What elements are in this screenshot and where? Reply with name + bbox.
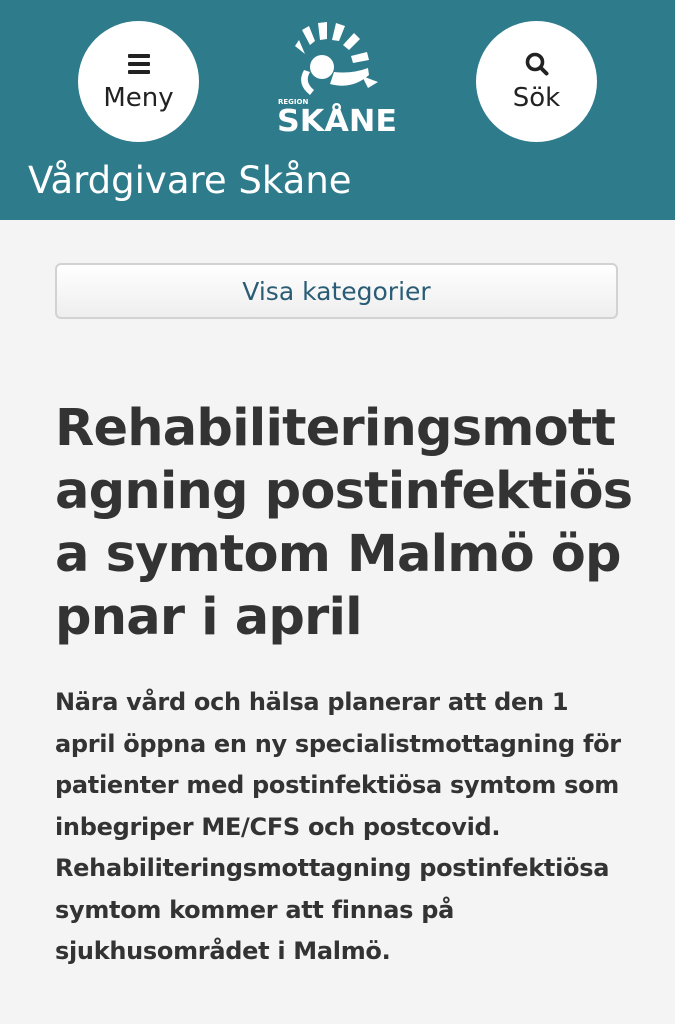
menu-button[interactable] [78, 21, 199, 142]
article-title: Rehabiliteringsmottagning postinfektiösa symtom Malmö öppnar i april [55, 399, 633, 647]
hamburger-icon [124, 51, 154, 77]
show-categories-button[interactable]: Visa kategorier [55, 263, 618, 319]
search-button-label: Sök [512, 82, 561, 113]
search-button[interactable] [476, 21, 597, 142]
site-title[interactable]: Vårdgivare Skåne [28, 159, 352, 202]
griffin-emblem [295, 22, 378, 95]
site-header [0, 0, 675, 220]
region-skane-logo[interactable] [274, 20, 400, 134]
logo-region-text: REGION [278, 98, 309, 106]
logo-name-text: SKÅNE [277, 104, 391, 134]
magnifier-icon [522, 51, 552, 77]
menu-button-label: Meny [103, 82, 174, 113]
article-intro: Nära vård och hälsa planerar att den 1 april öppna en ny specialistmottagning för patienter med postinfektiösa symtom som inbegriper ME/CFS och postcovid. Rehabiliteringsmottagning postinfektiösa symtom kommer att finnas på sjukhusområdet i Malmö. [55, 688, 621, 965]
